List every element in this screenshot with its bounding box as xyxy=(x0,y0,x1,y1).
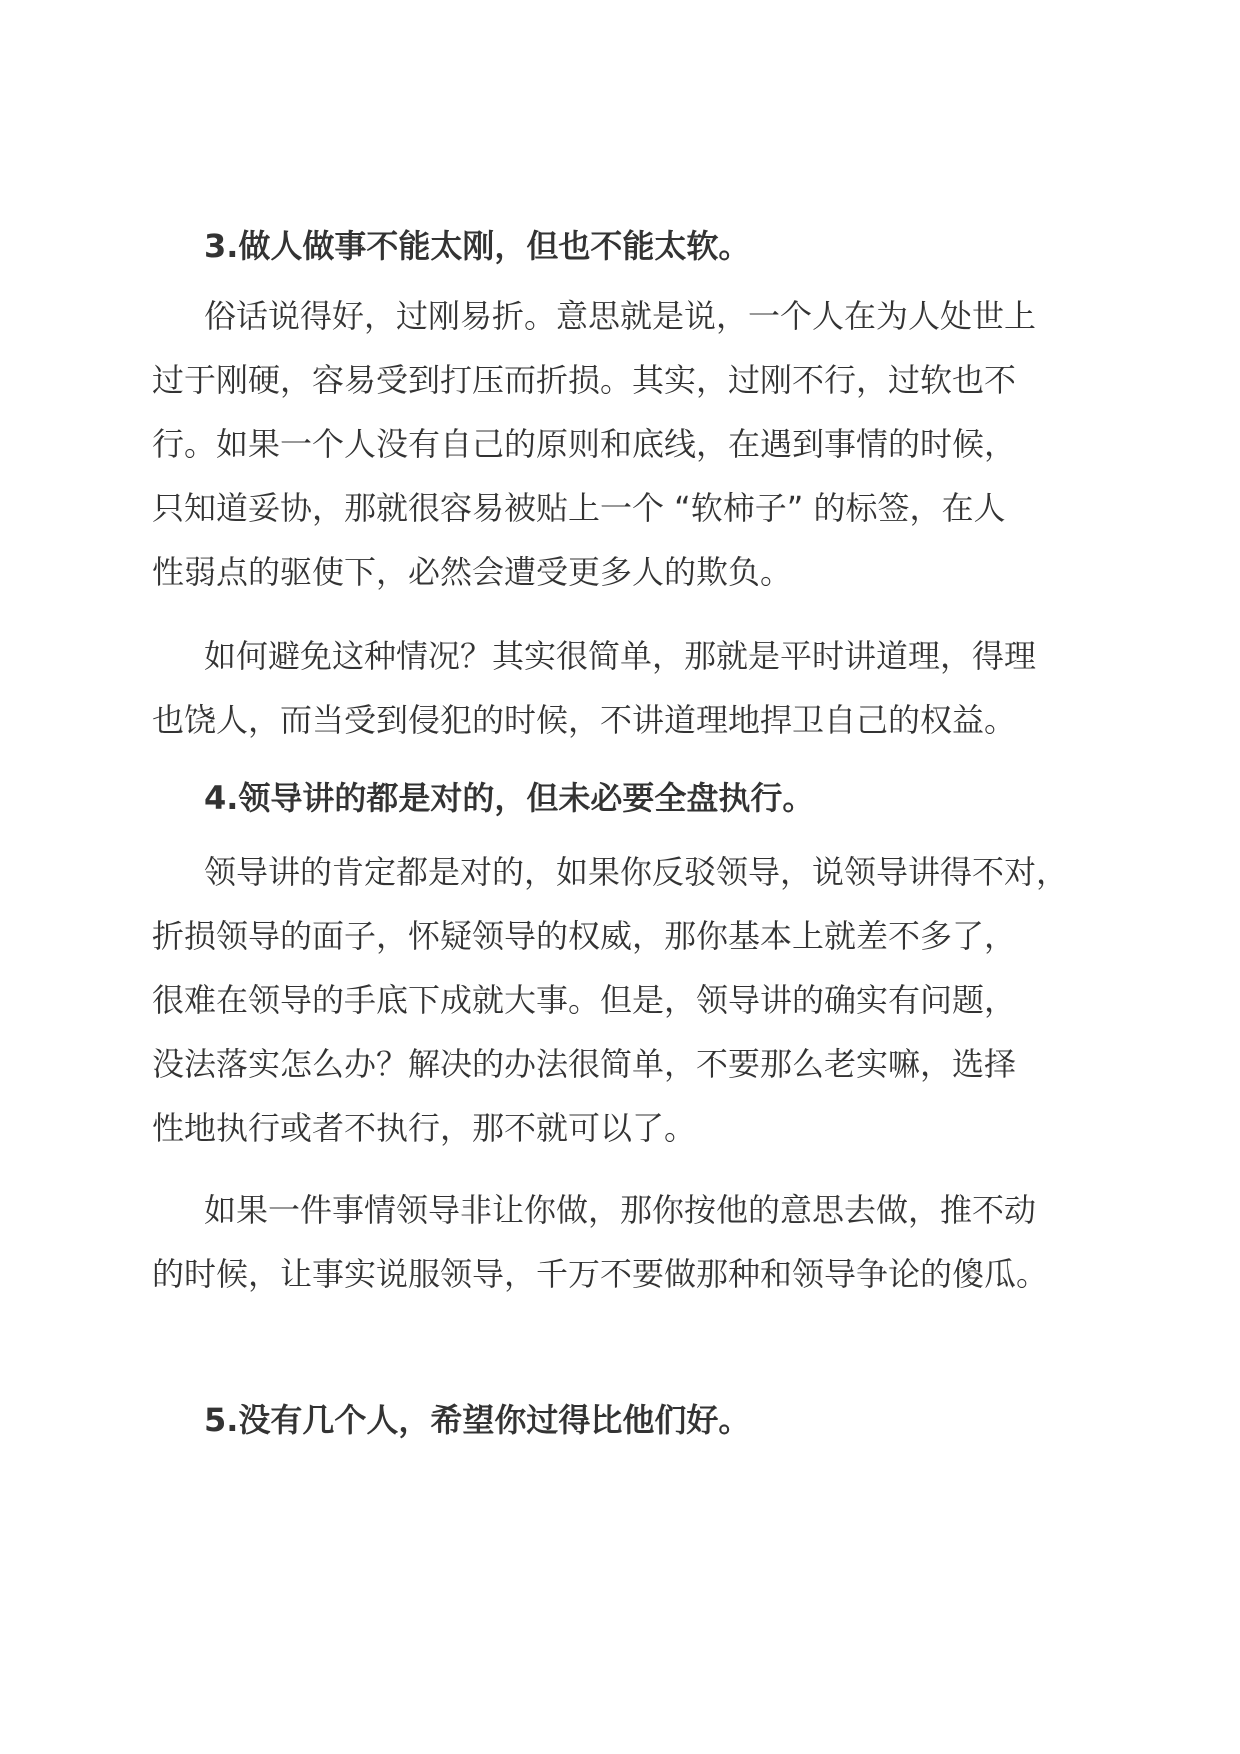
paragraph-line: 折损领导的面子，怀疑领导的权威，那你基本上就差不多了， xyxy=(152,917,1017,955)
paragraph-line: 性地执行或者不执行，那不就可以了。 xyxy=(152,1109,697,1147)
section-heading-4: 4.领导讲的都是对的，但未必要全盘执行。 xyxy=(204,779,815,817)
paragraph-line: 只知道妥协，那就很容易被贴上一个 “软柿子” 的标签，在人 xyxy=(152,489,1006,527)
paragraph-line: 俗话说得好，过刚易折。意思就是说，一个人在为人处世上 xyxy=(204,297,1037,335)
paragraph-line: 行。如果一个人没有自己的原则和底线，在遇到事情的时候， xyxy=(152,425,1017,463)
paragraph-line: 如何避免这种情况？其实很简单，那就是平时讲道理，得理 xyxy=(204,637,1037,675)
paragraph xyxy=(152,284,1112,604)
section-heading-5: 5.没有几个人，希望你过得比他们好。 xyxy=(204,1401,751,1439)
section-heading-3: 3.做人做事不能太刚，但也不能太软。 xyxy=(204,227,751,265)
paragraph-line: 领导讲的肯定都是对的，如果你反驳领导，说领导讲得不对， xyxy=(204,853,1069,891)
paragraph xyxy=(152,1178,1112,1306)
paragraph xyxy=(152,624,1112,752)
paragraph-line: 性弱点的驱使下，必然会遭受更多人的欺负。 xyxy=(152,553,793,591)
paragraph-line: 如果一件事情领导非让你做，那你按他的意思去做，推不动 xyxy=(204,1191,1037,1229)
paragraph-line: 很难在领导的手底下成就大事。但是，领导讲的确实有问题， xyxy=(152,981,1017,1019)
paragraph xyxy=(152,840,1112,1160)
paragraph-line: 没法落实怎么办？解决的办法很简单，不要那么老实嘛，选择 xyxy=(152,1045,1017,1083)
paragraph-line: 也饶人，而当受到侵犯的时候，不讲道理地捍卫自己的权益。 xyxy=(152,701,1017,739)
paragraph-line: 过于刚硬，容易受到打压而折损。其实，过刚不行，过软也不 xyxy=(152,361,1017,399)
paragraph-line: 的时候，让事实说服领导，千万不要做那种和领导争论的傻瓜。 xyxy=(152,1255,1049,1293)
